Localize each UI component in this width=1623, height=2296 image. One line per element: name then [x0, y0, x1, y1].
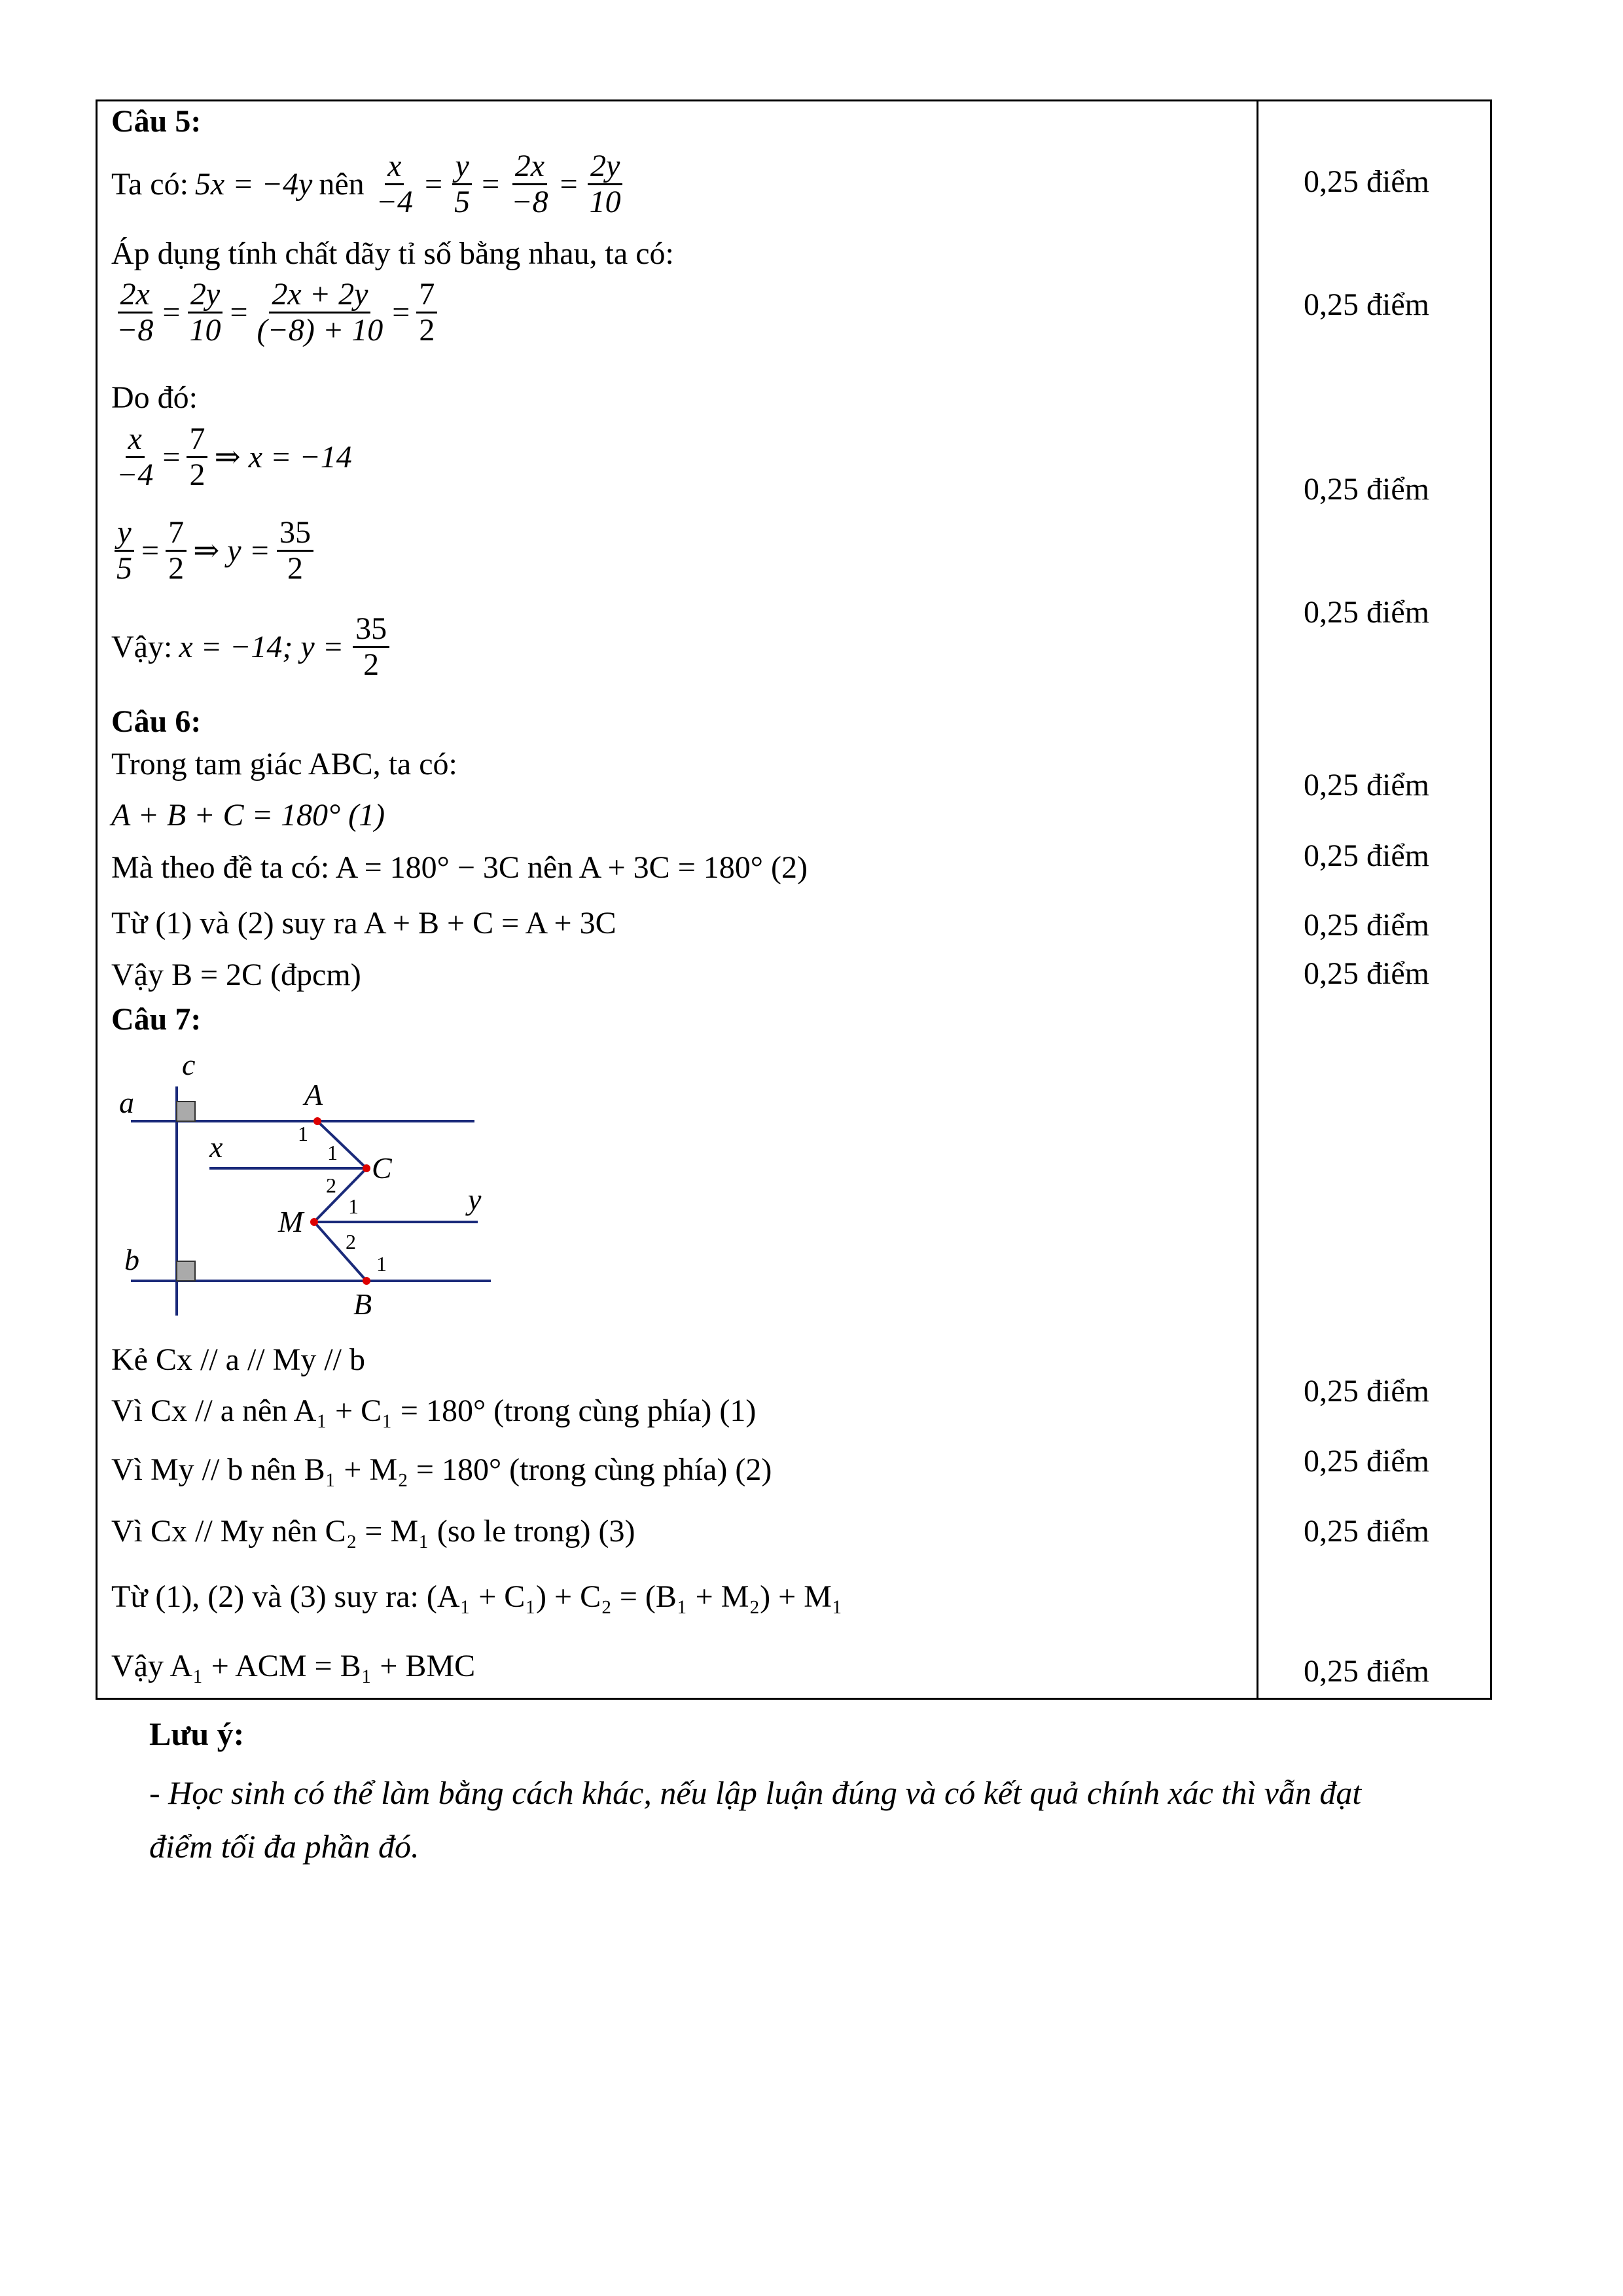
label-C: C: [372, 1151, 392, 1185]
table-column-divider: [1257, 99, 1258, 1700]
cau7-line3: Vì My // b nên B₁ + M₂ = 180° (trong cùng phía) (2): [111, 1452, 772, 1487]
cau5-y-value: $\frac{35}{2}$: [277, 516, 313, 586]
right-angle-a: [177, 1102, 195, 1121]
angle-b1: 1: [376, 1252, 387, 1276]
cau5-vay: Vậy:: [111, 629, 173, 664]
angle-m2: 2: [346, 1230, 356, 1253]
cau7-figure: [111, 1047, 517, 1322]
cau5-vay-line: [111, 612, 392, 682]
points-6: 0,25 điểm: [1304, 838, 1429, 873]
label-c: c: [182, 1048, 196, 1081]
cau6-line2: A + B + C = 180° (1): [111, 798, 385, 833]
cau5-frac6: $\frac{2y}{10}$: [187, 278, 223, 348]
label-a: a: [119, 1086, 134, 1119]
cau7-line5: Từ (1), (2) và (3) suy ra: (A₁ + C₁) + C₂ = (B₁ + M₂) + M₁: [111, 1579, 843, 1614]
point-a: [313, 1117, 321, 1125]
label-x: x: [209, 1130, 223, 1164]
cau5-frac7: $\frac{2x + 2y}{(-8) + 10}$: [257, 277, 383, 348]
cau5-x-result: ⇒ x = −14: [214, 439, 352, 475]
cau7-title: Câu 7:: [111, 1002, 202, 1037]
cau5-frac3: $\frac{2x}{-8}$: [511, 149, 548, 219]
table-border-top: [96, 99, 1492, 101]
cau5-frac4: $\frac{2y}{10}$: [587, 149, 624, 219]
cau7-line2: Vì Cx // a nên A₁ + C₁ = 180° (trong cùng phía) (1): [111, 1393, 757, 1428]
points-1: 0,25 điểm: [1304, 164, 1429, 199]
points-2: 0,25 điểm: [1304, 287, 1429, 322]
cau6-line3: Mà theo đề ta có: A = 180° − 3C nên A + 3C = 180° (2): [111, 850, 808, 885]
note-line1: - Học sinh có thể làm bằng cách khác, nếu lập luận đúng và có kết quả chính xác thì vẫn đạt: [149, 1774, 1362, 1811]
points-8: 0,25 điểm: [1304, 956, 1429, 991]
label-b: b: [124, 1243, 139, 1276]
cau5-x-ratio: $\frac{7}{2}$: [187, 422, 207, 492]
cau5-nen: nên: [319, 166, 365, 202]
note-line2: điểm tối đa phần đó.: [149, 1828, 419, 1865]
cau5-frac1: $\frac{x}{-4}$: [376, 149, 414, 219]
points-10: 0,25 điểm: [1304, 1444, 1429, 1479]
label-B: B: [353, 1287, 372, 1321]
cau5-y-result: ⇒ y =: [193, 533, 270, 568]
cau6-title: Câu 6:: [111, 704, 202, 739]
cau5-frac8: $\frac{7}{2}$: [416, 278, 437, 348]
points-11: 0,25 điểm: [1304, 1514, 1429, 1549]
cau5-title: Câu 5:: [111, 104, 202, 139]
label-y: y: [468, 1183, 482, 1216]
cau5-y-frac: $\frac{y}{5}$: [114, 516, 135, 586]
path-a-c-m-b: [314, 1121, 366, 1281]
point-c: [363, 1164, 370, 1172]
cau5-ta-co: Ta có:: [111, 166, 188, 202]
cau5-frac5: $\frac{2x}{-8}$: [116, 277, 154, 348]
points-3: 0,25 điểm: [1304, 472, 1429, 507]
cau7-line6: Vậy A₁ + ACM = B₁ + BMC: [111, 1649, 476, 1683]
cau5-line1: Ta có: 5x = −4y nên $\frac{x}{-4}$ = $\frac{y}{5}$ = $\frac{2x}{-8}$ = $\frac{2y}{10}$: [111, 149, 626, 219]
cau5-vay-frac: $\frac{35}{2}$: [353, 612, 389, 682]
points-7: 0,25 điểm: [1304, 908, 1429, 942]
angle-a1: 1: [298, 1122, 308, 1145]
label-A: A: [304, 1078, 323, 1111]
cau5-eq1: 5x = −4y: [194, 166, 313, 202]
angle-c2: 2: [326, 1174, 336, 1197]
right-angle-b: [177, 1261, 195, 1281]
cau5-dodo: Do đó:: [111, 380, 198, 415]
points-12: 0,25 điểm: [1304, 1654, 1429, 1689]
points-9: 0,25 điểm: [1304, 1374, 1429, 1408]
table-border-left: [96, 99, 98, 1700]
label-M: M: [278, 1205, 304, 1238]
cau5-apdung: Áp dụng tính chất dãy tỉ số bằng nhau, ta có:: [111, 236, 674, 271]
cau5-frac2: $\frac{y}{5}$: [452, 149, 473, 219]
note-title: Lưu ý:: [149, 1715, 245, 1752]
cau5-x-line: $\frac{x}{-4}$ = $\frac{7}{2}$ ⇒ x = −14: [111, 422, 352, 492]
point-m: [310, 1218, 318, 1226]
cau5-x-frac: $\frac{x}{-4}$: [116, 422, 154, 492]
cau5-vay-eq: x = −14; y =: [179, 629, 344, 664]
cau7-line4: Vì Cx // My nên C₂ = M₁ (so le trong) (3): [111, 1514, 635, 1549]
table-border-bottom: [96, 1698, 1492, 1700]
cau6-line1: Trong tam giác ABC, ta có:: [111, 747, 457, 781]
table-border-right: [1490, 99, 1492, 1700]
cau7-line1: Kẻ Cx // a // My // b: [111, 1342, 365, 1377]
cau5-chain: $\frac{2x}{-8}$ = $\frac{2y}{10}$ = $\frac{2x + 2y}{(-8) + 10}$ = $\frac{7}{2}$: [111, 278, 440, 348]
angle-m1: 1: [348, 1194, 359, 1218]
point-b: [363, 1277, 370, 1285]
points-5: 0,25 điểm: [1304, 768, 1429, 802]
cau5-y-line: $\frac{y}{5}$ = $\frac{7}{2}$ ⇒ y = $\frac{35}{2}$: [111, 516, 316, 586]
cau6-line4: Từ (1) và (2) suy ra A + B + C = A + 3C: [111, 906, 616, 941]
angle-c1: 1: [327, 1141, 338, 1164]
cau6-line5: Vậy B = 2C (đpcm): [111, 958, 361, 992]
cau5-y-ratio: $\frac{7}{2}$: [166, 516, 187, 586]
points-4: 0,25 điểm: [1304, 595, 1429, 630]
